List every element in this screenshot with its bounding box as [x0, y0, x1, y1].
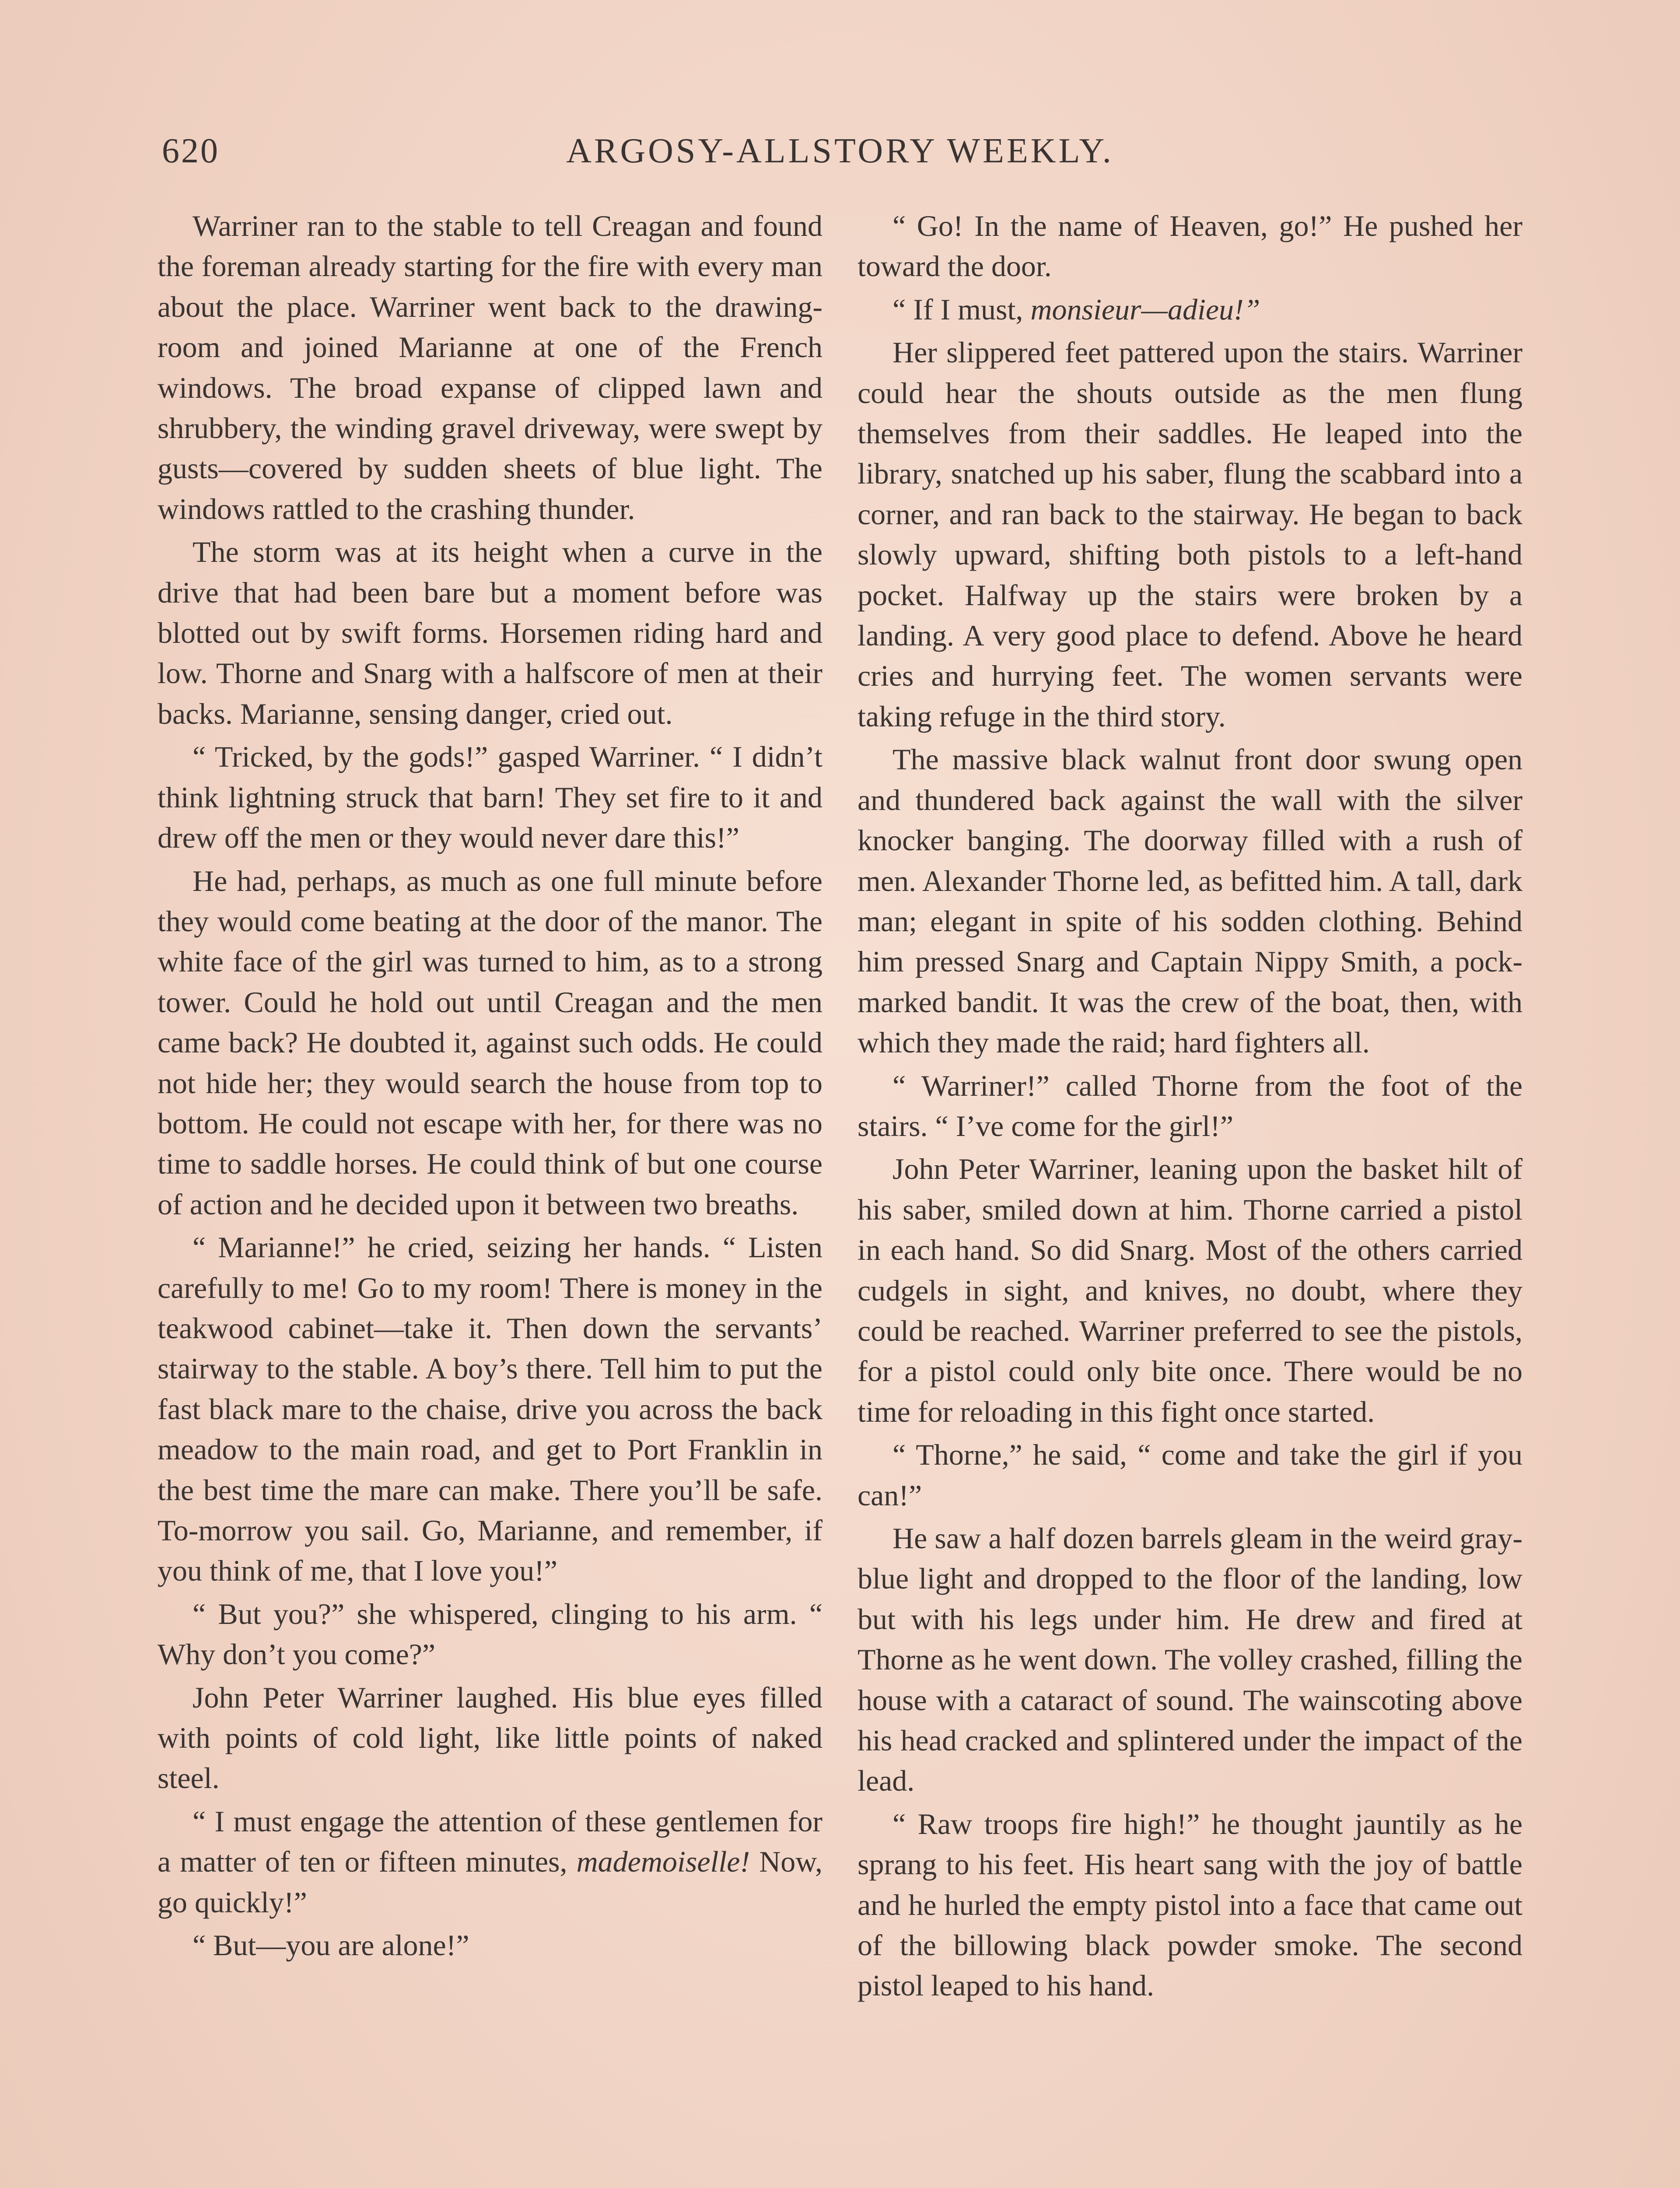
paragraph: John Peter Warriner, leaning upon the basket hilt of his saber, smiled down at him. Thorne carried a pistol in each hand. So did Snarg. Most of the others carried cudgels in sight, and knives, no doubt, where they could be reached. Warriner preferred to see the pistols, for a pistol could only bite once. There would be no time for reloading in this fight once started. [858, 1152, 1522, 1428]
paragraph [858, 289, 1522, 330]
page-header [158, 131, 1522, 179]
paragraph: “ Raw troops fire high!” he thought jauntily as he sprang to his feet. His heart sang with the joy of battle and he hurled the empty pistol into a face that came out of the billowing black powder smoke. The second pistol leaped to his hand. [858, 1807, 1522, 2002]
paragraph: He saw a half dozen barrels gleam in the weird gray-blue light and dropped to the floor of the landing, low but with his legs under him. He drew and fired at Thorne as he went down. The volley crashed, filling the house with a cataract of sound. The wainscoting above his head cracked and splintered under the impact of the lead. [858, 1522, 1522, 1798]
paragraph: The storm was at its height when a curve in the drive that had been bare but a moment before was blotted out by swift forms. Horsemen riding hard and low. Thorne and Snarg with a halfscore of men at their backs. Marianne, sensing danger, cried out. [158, 535, 822, 730]
paragraph: “ But—you are alone!” [192, 1929, 469, 1962]
paragraph: “ Go! In the name of Heaven, go!” He pushed her toward the door. [858, 209, 1522, 283]
paragraph [158, 1801, 822, 1922]
paragraph: “ But you?” she whispered, clinging to his arm. “ Why don’t you come?” [158, 1597, 822, 1671]
paragraph-text: Now, go quickly!” [158, 1845, 822, 1919]
paragraph: Her slippered feet pattered upon the stairs. Warriner could hear the shouts outside as the men flung themselves from their saddles. He leaped into the library, snatched up his saber, flung the scabbard into a corner, and ran back to the stairway. He began to back slowly upward, shifting both pistols to a left-hand pocket. Halfway up the stairs were broken by a landing. A very good place to defend. Above he heard cries and hurrying feet. The women servants were taking refuge in the third story. [858, 336, 1522, 733]
paragraph-text: “ I must engage the attention of these gentlemen for a matter of ten or fifteen minutes, [158, 1804, 822, 1879]
paragraph: “ Tricked, by the gods!” gasped Warriner. “ I didn’t think lightning struck that barn! They set fire to it and drew off the men or they would never dare this!” [158, 740, 822, 855]
paragraph: John Peter Warriner laughed. His blue eyes filled with points of cold light, like little points of naked steel. [158, 1680, 822, 1795]
paragraph: The massive black walnut front door swung open and thundered back against the wall with the silver knocker banging. The doorway filled with a rush of men. Alexander Thorne led, as befitted him. A tall, dark man; elegant in spite of his sodden clothing. Behind him pressed Snarg and Captain Nippy Smith, a pock-marked bandit. It was the crew of the boat, then, with which they made the raid; hard fighters all. [858, 743, 1522, 1059]
paragraph: “ Warriner!” called Thorne from the foot of the stairs. “ I’ve come for the girl!” [858, 1069, 1522, 1143]
running-head: ARGOSY-ALLSTORY WEEKLY. [566, 132, 1114, 170]
paragraph: “ Thorne,” he said, “ come and take the girl if you can!” [858, 1438, 1522, 1512]
paragraph: He had, perhaps, as much as one full minute before they would come beating at the door of the manor. The white face of the girl was turned to him, as to a strong tower. Could he hold out until Creagan and the men came back? He doubted it, against such odds. He could not hide her; they would search the house from top to bottom. He could not escape with her, for there was no time to saddle horses. He could think of but one course of action and he decided upon it between two breaths. [158, 864, 822, 1221]
paragraph: “ Marianne!” he cried, seizing her hands. “ Listen carefully to me! Go to my room! There is money in the teakwood cabinet—take it. Then down the servants’ stairway to the stable. A boy’s there. Tell him to put the fast black mare to the chaise, drive you across the back meadow to the main road, and get to Port Franklin in the best time the mare can make. There you’ll be safe. To-morrow you sail. Go, Marianne, and remember, if you think of me, that I love you!” [158, 1231, 822, 1588]
right-column [858, 206, 1522, 2009]
left-column [158, 206, 822, 1968]
paragraph: Warriner ran to the stable to tell Creagan and found the foreman already starting for the fire with every man about the place. Warriner went back to the drawing-room and joined Marianne at one of the French windows. The broad expanse of clipped lawn and shrubbery, the winding gravel driveway, were swept by gusts—covered by sudden sheets of blue light. The windows rattled to the crashing thunder. [158, 209, 822, 526]
paragraph-text: “ If I must, [892, 292, 1031, 326]
italic-text: mademoiselle! [576, 1845, 750, 1879]
italic-text: monsieur—adieu!” [1030, 292, 1260, 326]
page-number: 620 [162, 132, 220, 170]
